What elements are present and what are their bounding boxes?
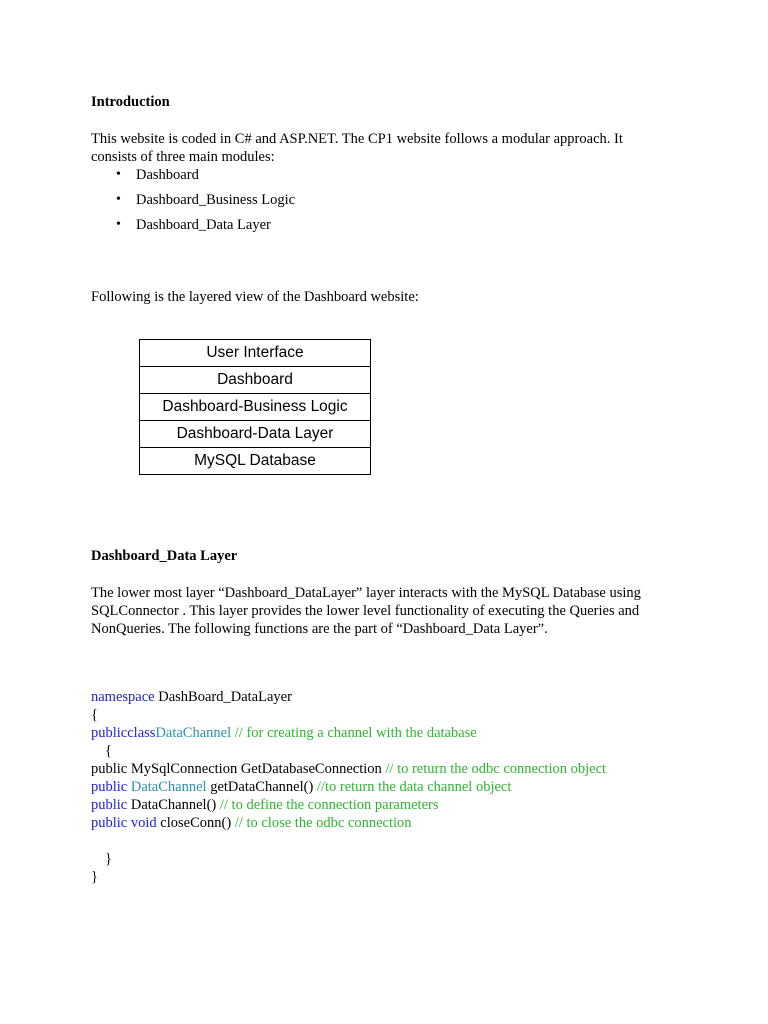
list-item: • Dashboard_Business Logic — [92, 191, 295, 216]
code-text: closeConn() — [156, 815, 232, 831]
code-line-get-database-connection — [91, 760, 606, 778]
code-keyword: public void — [91, 815, 157, 831]
modules-list — [92, 166, 295, 241]
code-line-constructor — [91, 796, 438, 814]
layer-dashboard: Dashboard — [140, 367, 371, 394]
code-line-class — [91, 724, 477, 742]
code-type: DataChannel — [127, 779, 207, 795]
layer-user-interface: User Interface — [140, 340, 371, 367]
data-layer-heading: Dashboard_Data Layer — [91, 548, 238, 564]
code-text: DashBoard_DataLayer — [154, 689, 292, 705]
list-item: • Dashboard — [92, 166, 295, 191]
layers-table — [139, 339, 371, 475]
code-keyword: class — [127, 725, 156, 741]
code-line-class-open-brace: { — [105, 743, 112, 759]
code-line-class-close-brace: } — [105, 851, 112, 867]
code-line-close-brace: } — [91, 869, 98, 885]
layer-data-layer: Dashboard-Data Layer — [140, 421, 371, 448]
code-comment: // for creating a channel with the database — [231, 725, 477, 741]
code-type: DataChannel — [155, 725, 232, 741]
code-text: public MySqlConnection GetDatabaseConnection — [91, 761, 382, 777]
code-line-close-conn — [91, 814, 412, 832]
code-keyword: public — [91, 797, 128, 813]
code-keyword: public — [91, 779, 128, 795]
introduction-heading: Introduction — [91, 94, 170, 110]
code-keyword: namespace — [91, 689, 155, 705]
code-text: getDataChannel() — [206, 779, 314, 795]
layer-business-logic: Dashboard-Business Logic — [140, 394, 371, 421]
list-item: • Dashboard_Data Layer — [92, 216, 295, 241]
intro-paragraph-line-2: consists of three main modules: — [91, 149, 275, 165]
code-line-get-data-channel — [91, 778, 511, 796]
code-keyword: public — [91, 725, 128, 741]
layer-mysql-database: MySQL Database — [140, 448, 371, 475]
intro-paragraph-line-1: This website is coded in C# and ASP.NET. The CP1 website follows a modular approach. It — [91, 131, 623, 147]
code-comment: // to define the connection parameters — [216, 797, 439, 813]
code-comment: // to close the odbc connection — [231, 815, 412, 831]
layered-view-intro: Following is the layered view of the Dashboard website: — [91, 289, 419, 305]
code-line-namespace — [91, 688, 292, 706]
code-text: DataChannel() — [127, 797, 217, 813]
data-layer-paragraph-line-1: The lower most layer “Dashboard_DataLayer” layer interacts with the MySQL Database using — [91, 585, 641, 601]
code-comment: // to return the odbc connection object — [381, 761, 607, 777]
code-comment: //to return the data channel object — [313, 779, 512, 795]
data-layer-paragraph-line-2: SQLConnector . This layer provides the lower level functionality of executing the Queries and — [91, 603, 640, 619]
code-line-open-brace: { — [91, 707, 98, 723]
data-layer-paragraph-line-3: NonQueries. The following functions are the part of “Dashboard_Data Layer”. — [91, 621, 548, 637]
